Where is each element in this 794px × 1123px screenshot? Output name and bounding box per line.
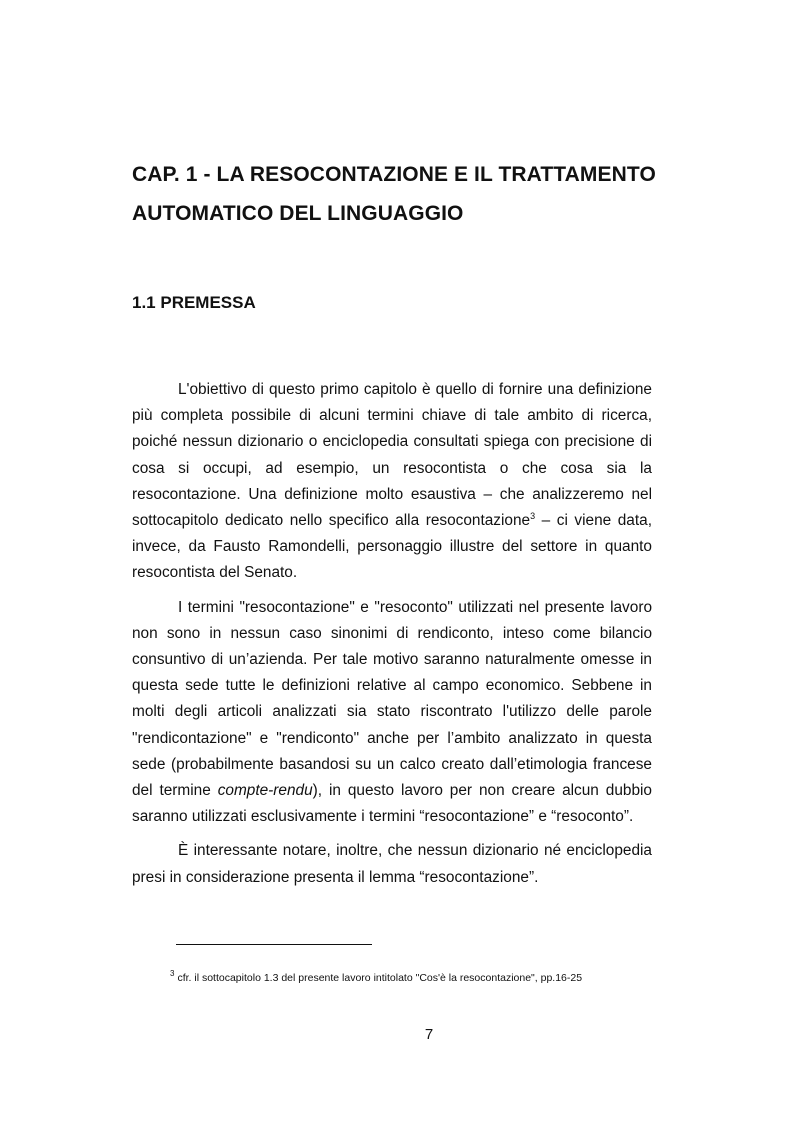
paragraph-1-text-a: L'obiettivo di questo primo capitolo è quello di fornire una definizione più completa possibile di alcuni termini chiave di tale ambito di ricerca, poiché nessun dizionario o enciclopedia consultati spiega con precisione di cosa si occupi, ad esempio, un resocontista o che cosa sia la resocontazione. Una definizione molto esaustiva – che analizzeremo nel sottocapitolo dedicato nello specifico alla resocontazione: [132, 381, 652, 530]
paragraph-3-text: È interessante notare, inoltre, che nessun dizionario né enciclopedia presi in considerazione presenta il lemma “resocontazione”.: [132, 842, 652, 886]
paragraph-2-text-a: I termini "resocontazione" e "resoconto" utilizzati nel presente lavoro non sono in nessun caso sinonimi di rendiconto, inteso come bilancio consuntivo di un’azienda. Per tale motivo saranno naturalmente omesse in questa sede tutte le definizioni relative al campo economico. Sebbene in molti degli articoli analizzati sia stato riscontrato l'utilizzo delle parole "rendicontazione" e "rendiconto" anche per l’ambito analizzato in questa sede (probabilmente basandosi su un calco creato dall’etimologia francese del termine: [132, 598, 652, 800]
page-number: 7: [424, 1026, 434, 1043]
paragraph-1: [132, 377, 652, 587]
footnote: [170, 970, 730, 986]
body-text: [132, 377, 652, 899]
paragraph-2-text-b: ), in questo lavoro per non creare alcun dubbio saranno utilizzati esclusivamente i termini “resocontazione” e “resoconto”.: [132, 782, 652, 826]
footnote-text: cfr. il sottocapitolo 1.3 del presente lavoro intitolato "Cos'è la resocontazione", pp.16-25: [177, 972, 583, 984]
footnote-number: 3: [170, 969, 175, 978]
footnote-divider: [176, 944, 372, 945]
paragraph-1-text-b: – ci viene data, invece, da Fausto Ramondelli, personaggio illustre del settore in quanto resocontista del Senato.: [132, 512, 652, 582]
paragraph-3: [132, 838, 652, 890]
chapter-title: CAP. 1 - LA RESOCONTAZIONE E IL TRATTAMENTO AUTOMATICO DEL LINGUAGGIO: [132, 163, 656, 225]
footnote-reference: 3: [530, 511, 536, 522]
section-title: 1.1 PREMESSA: [132, 293, 256, 312]
paragraph-2: [132, 595, 652, 831]
emphasized-term: compte-rendu: [217, 782, 313, 800]
